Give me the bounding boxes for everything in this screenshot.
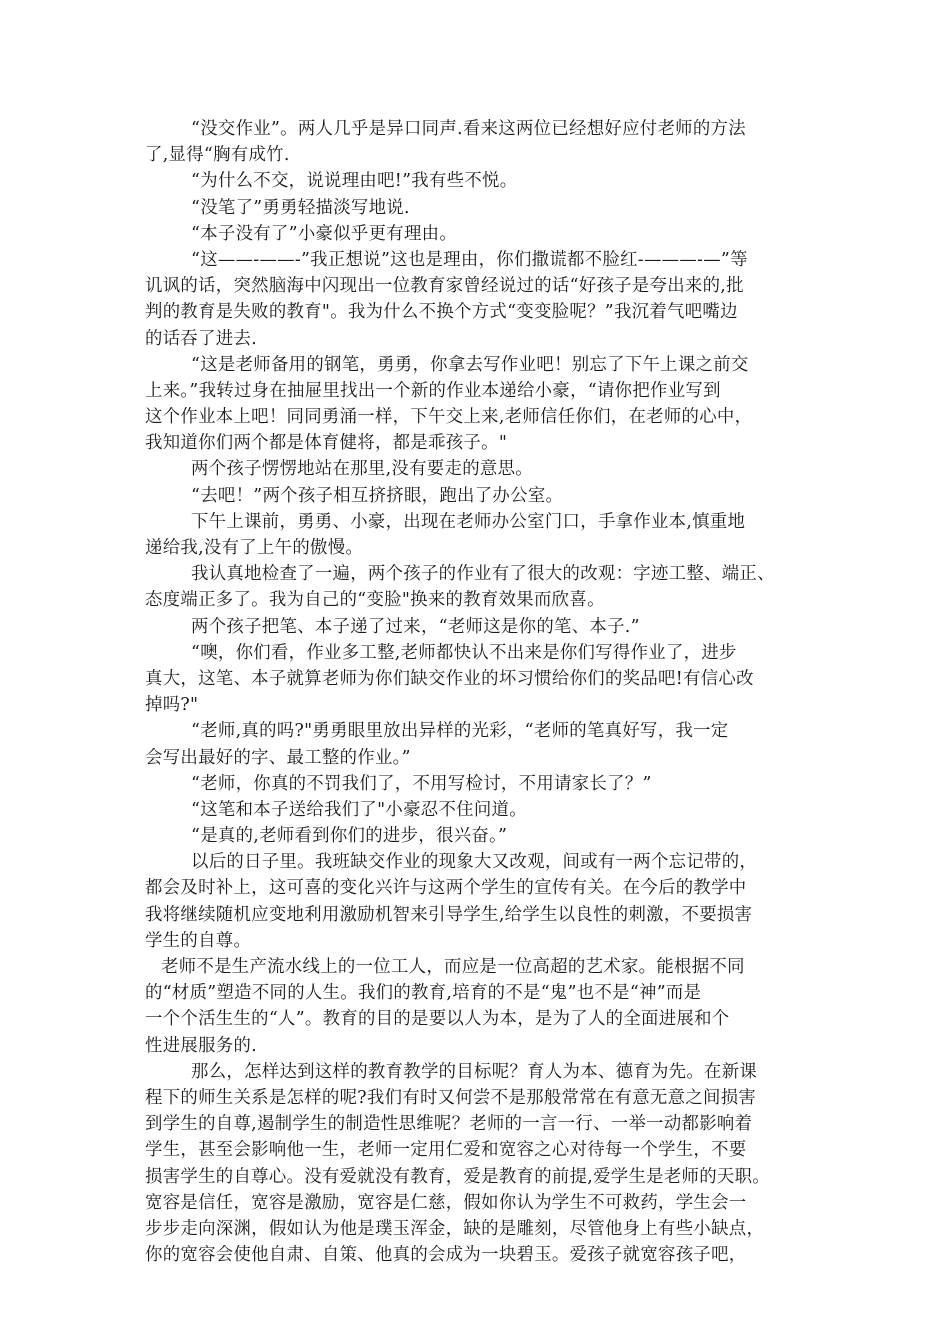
text-line: 我认真地检查了一遍，两个孩子的作业有了很大的改观：字迹工整、端正、 bbox=[191, 564, 775, 585]
text-line: 我将继续随机应变地利用激励机智来引导学生,给学生以良性的刺激，不要损害 bbox=[145, 904, 753, 925]
text-line: 态度端正多了。我为自己的“变脸"换来的教育效果而欣喜。 bbox=[145, 590, 605, 611]
text-line: “这——-——-”我正想说”这也是理由，你们撒谎都不脸红-———-—”等 bbox=[191, 249, 748, 270]
text-line: 下午上课前，勇勇、小豪，出现在老师办公室门口，手拿作业本,慎重地 bbox=[191, 511, 746, 532]
text-line: 一个个活生生的“人”。教育的目的是要以人为本，是为了人的全面进展和个 bbox=[145, 1009, 730, 1030]
paragraph bbox=[145, 1059, 805, 1269]
text-line: 两个孩子把笔、本子递了过来，“老师这是你的笔、本子.” bbox=[191, 616, 640, 637]
text-line: 你的宽容会使他自肃、自策、他真的会成为一块碧玉。爱孩子就宽容孩子吧， bbox=[145, 1245, 747, 1266]
paragraph bbox=[145, 483, 805, 509]
text-line: 上来。”我转过身在抽屉里找出一个新的作业本递给小豪，“请你把作业写到 bbox=[145, 380, 721, 401]
text-line: 这个作业本上吧！同同勇涌一样，下午交上来,老师信任你们，在老师的心中， bbox=[145, 407, 753, 428]
text-line: 递给我,没有了上午的傲慢。 bbox=[145, 538, 364, 558]
paragraph bbox=[145, 954, 805, 1059]
text-line: 性进展服务的. bbox=[145, 1035, 257, 1056]
paragraph bbox=[145, 718, 805, 770]
text-line: 学生的自尊。 bbox=[145, 930, 252, 951]
text-line: 会写出最好的字、最工整的作业。” bbox=[145, 747, 411, 768]
text-line: “这是老师备用的钢笔，勇勇，你拿去写作业吧！别忘了下午上课之前交 bbox=[191, 354, 749, 375]
text-line: “没笔了”勇勇轻描淡写地说. bbox=[191, 197, 410, 218]
text-line: 讥讽的话，突然脑海中闪现出一位教育家曾经说过的话“好孩子是夸出来的,批 bbox=[145, 276, 744, 297]
text-line: 两个孩子愣愣地站在那里,没有要走的意思。 bbox=[191, 459, 533, 480]
paragraph bbox=[145, 797, 805, 823]
paragraph bbox=[145, 614, 805, 640]
text-line: “老师,真的吗?"勇勇眼里放出异样的光彩，“老师的笔真好写，我一定 bbox=[191, 721, 729, 742]
text-line: 程下的师生关系是怎样的呢?我们有时又何尝不是那般常常在有意无意之间损害 bbox=[145, 1087, 757, 1108]
text-line: “为什么不交，说说理由吧!”我有些不悦。 bbox=[191, 171, 518, 192]
text-line: 学生，甚至会影响他一生，老师一定用仁爱和宽容之心对待每一个学生，不要 bbox=[145, 1140, 747, 1161]
text-line: 掉吗?" bbox=[145, 695, 199, 716]
paragraph bbox=[145, 771, 805, 797]
paragraph bbox=[145, 823, 805, 849]
paragraph bbox=[145, 849, 805, 954]
text-line: 以后的日子里。我班缺交作业的现象大又改观，间或有一两个忘记带的， bbox=[191, 852, 758, 873]
text-line: “是真的,老师看到你们的进步，很兴奋。” bbox=[191, 826, 508, 847]
text-line: 那么，怎样达到这样的教育教学的目标呢？育人为本、德育为先。在新课 bbox=[191, 1061, 758, 1082]
text-line: 老师不是生产流水线上的一位工人，而应是一位高超的艺术家。能根据不同 bbox=[161, 957, 745, 977]
text-line: “本子没有了”小豪似乎更有理由。 bbox=[191, 223, 458, 244]
text-line: 损害学生的自尊心。没有爱就没有教育，爱是教育的前提,爱学生是老师的天职。 bbox=[145, 1166, 771, 1187]
text-line: “没交作业”。两人几乎是异口同声.看来这两位已经想好应付老师的方法 bbox=[191, 119, 746, 139]
text-line: 的话吞了进去. bbox=[145, 328, 257, 349]
text-line: 判的教育是失败的教育"。我为什么不换个方式“变变脸呢？”我沉着气吧嘴边 bbox=[145, 302, 738, 323]
paragraph bbox=[145, 195, 805, 221]
paragraph bbox=[145, 247, 805, 352]
paragraph bbox=[145, 352, 805, 457]
text-line: 的“材质”塑造不同的人生。我们的教育,培育的不是“鬼”也不是“神”而是 bbox=[145, 983, 702, 1004]
text-line: “老师，你真的不罚我们了，不用写检讨，不用请家长了？” bbox=[191, 773, 652, 794]
text-line: 步步走向深渊，假如认为他是璞玉浑金，缺的是雕刻，尽管他身上有些小缺点， bbox=[145, 1218, 765, 1239]
paragraph bbox=[145, 561, 805, 613]
paragraph bbox=[145, 221, 805, 247]
text-line: 了,显得“胸有成竹. bbox=[145, 145, 290, 166]
paragraph bbox=[145, 168, 805, 194]
paragraph bbox=[145, 456, 805, 482]
text-line: “噢，你们看，作业多工整,老师都快认不出来是你们写得作业了，进步 bbox=[191, 642, 737, 663]
text-line: 我知道你们两个都是体育健将，都是乖孩子。" bbox=[145, 433, 508, 454]
text-line: 都会及时补上，这可喜的变化兴许与这两个学生的宣传有关。在今后的教学中 bbox=[145, 878, 747, 899]
text-line: 到学生的自尊,遏制学生的制造性思维呢？老师的一言一行、一举一动都影响着 bbox=[145, 1114, 753, 1135]
paragraph bbox=[145, 640, 805, 719]
text-line: “去吧！”两个孩子相互挤挤眼，跑出了办公室。 bbox=[191, 485, 564, 506]
text-line: 宽容是信任，宽容是激励，宽容是仁慈，假如你认为学生不可救药，学生会一 bbox=[145, 1192, 747, 1213]
paragraph bbox=[145, 509, 805, 561]
text-line: “这笔和本子送给我们了"小豪忍不住问道。 bbox=[191, 799, 527, 820]
document-body bbox=[145, 116, 805, 1268]
paragraph bbox=[145, 116, 805, 168]
text-line: 真大，这笔、本子就算老师为你们缺交作业的坏习惯给你们的奖品吧!有信心改 bbox=[145, 668, 754, 689]
